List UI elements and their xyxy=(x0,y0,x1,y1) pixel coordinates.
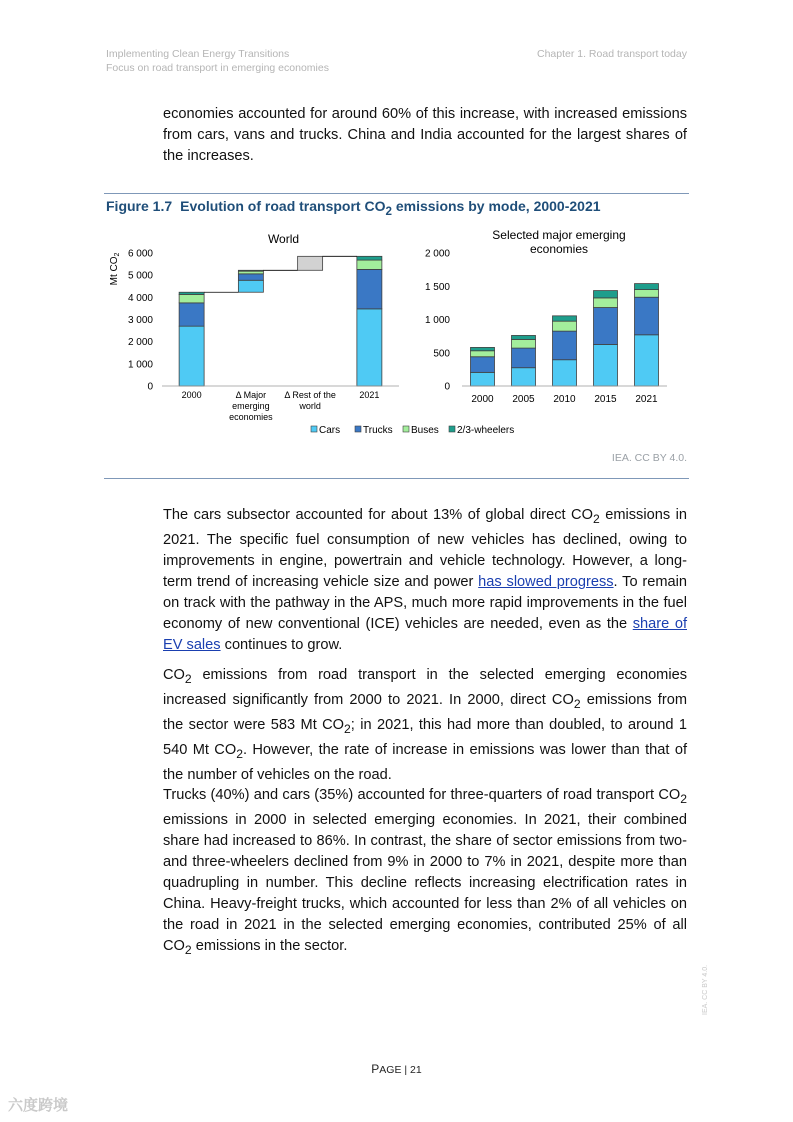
emerging-y-tick-label: 2 000 xyxy=(424,248,450,260)
emerging-2005-trucks-segment xyxy=(512,348,536,368)
p2-sub1: 2 xyxy=(184,671,192,686)
world-2021-bar-2-3-wheelers-segment xyxy=(357,256,382,260)
emerging-2000-buses-segment xyxy=(471,351,495,357)
world-y-tick-label: 4 000 xyxy=(127,292,153,304)
p1-text-a: The cars subsector accounted for about 13% of global direct CO xyxy=(163,507,593,523)
emissions-chart xyxy=(104,222,694,444)
page-footer xyxy=(0,1062,793,1076)
world-2021-bar-buses-segment xyxy=(357,260,382,269)
p2-text-a: CO xyxy=(163,667,185,683)
p3-text-b: emissions in 2000 in selected emerging economies. In 2021, their combined share had increased to 86%. In contrast, the share of sector emissions from two- and three-wheelers declined from 9% in 2000 to 7% in 2021, despite more than quadrupling in number. This decline reflects increasing electrification rates in China. Heavy-freight trucks, which accounted for less than 2% of all vehicles on the road in 2021 in the selected emerging economies, contributed 25% of all CO xyxy=(163,811,687,954)
emerging-2010-buses-segment xyxy=(553,321,577,331)
world-y-tick-label: 1 000 xyxy=(127,359,153,371)
legend-swatch-2-3-wheelers xyxy=(449,426,455,432)
legend-swatch-buses xyxy=(403,426,409,432)
emerging-2000-cars-segment xyxy=(471,372,495,386)
emerging-2005-buses-segment xyxy=(512,339,536,348)
emerging-2010-trucks-segment xyxy=(553,331,577,360)
emerging-2021-2-3-wheelers-segment xyxy=(635,284,659,290)
emerging-y-tick-label: 1 500 xyxy=(424,281,450,293)
world-y-axis-label xyxy=(109,253,121,286)
p1-sub: 2 xyxy=(592,511,600,526)
world-2000-bar-cars-segment xyxy=(179,326,204,386)
p3-sub2: 2 xyxy=(184,942,192,957)
world-y-tick-label: 0 xyxy=(147,381,153,393)
legend-label-buses: Buses xyxy=(411,425,439,436)
paragraph-trucks-cars xyxy=(163,785,687,961)
p2-text-d: ; in 2021, this had more than doubled, to around 1 540 Mt CO xyxy=(163,716,687,758)
emerging-2005-2-3-wheelers-segment xyxy=(512,335,536,339)
emerging-2010-2-3-wheelers-segment xyxy=(553,316,577,321)
world-y-tick-label: 3 000 xyxy=(127,315,153,326)
emerging-2021-buses-segment xyxy=(635,290,659,298)
figure-bottom-rule xyxy=(104,478,689,479)
emerging-x-category-label: 2010 xyxy=(553,394,576,405)
legend-swatch-trucks xyxy=(355,426,361,432)
figure-top-rule xyxy=(104,193,689,194)
legend-label-2-3-wheelers: 2/3-wheelers xyxy=(457,425,515,436)
p2-text-c: emissions from the sector were 583 Mt CO xyxy=(163,691,687,733)
emerging-x-category-label: 2005 xyxy=(512,394,535,405)
p3-sub1: 2 xyxy=(680,791,687,806)
p2-sub2: 2 xyxy=(573,696,581,711)
p2-sub3: 2 xyxy=(344,721,351,736)
emerging-2015-2-3-wheelers-segment xyxy=(594,291,618,298)
emerging-2015-trucks-segment xyxy=(594,308,618,345)
world-2000-bar-2-3-wheelers-segment xyxy=(179,292,204,294)
p2-text-e: . However, the rate of increase in emissions was lower than that of the number of vehicles on the road. xyxy=(163,741,687,783)
p1-text-c: . To remain on track with the pathway in the APS, much more rapid improvements in the fuel economy of new conventional (ICE) vehicles are needed, even as the xyxy=(163,573,687,632)
running-header-left xyxy=(106,47,329,75)
emerging-2015-buses-segment xyxy=(594,298,618,308)
world-x-category-label: 2021 xyxy=(359,390,380,400)
p3-text-c: emissions in the sector. xyxy=(191,937,348,954)
emerging-x-category-label: 2000 xyxy=(471,394,494,405)
page-separator: | xyxy=(401,1064,411,1076)
p1-text-d: continues to grow. xyxy=(220,636,343,653)
page-label-initial: P xyxy=(371,1062,380,1076)
side-license-text: IEA. CC BY 4.0. xyxy=(702,964,709,1015)
world-delta-rest-bar-unallocated-segment xyxy=(298,256,323,270)
legend-label-cars: Cars xyxy=(319,425,341,436)
p2-sub4: 2 xyxy=(236,746,243,761)
y-axis-label-text: Mt CO xyxy=(109,256,120,286)
running-header-right: Chapter 1. Road transport today xyxy=(536,48,687,60)
emerging-x-category-label: 2021 xyxy=(635,394,658,405)
p3-text-a: Trucks (40%) and cars (35%) accounted for three-quarters of road transport CO xyxy=(163,787,681,803)
header-subtitle: Focus on road transport in emerging economies xyxy=(106,62,329,74)
world-x-category-label: emerging xyxy=(232,401,270,411)
emerging-2000-trucks-segment xyxy=(471,357,495,373)
emerging-y-tick-label: 1 000 xyxy=(424,315,450,326)
world-delta-emerging-bar-cars-segment xyxy=(238,280,263,292)
figure-credit: IEA. CC BY 4.0. xyxy=(611,452,687,464)
world-x-category-label: 2000 xyxy=(181,390,202,400)
figure-title xyxy=(106,198,601,218)
figure-title-text-end: emissions by mode, 2000-2021 xyxy=(391,198,601,214)
world-2021-bar-trucks-segment xyxy=(357,269,382,308)
legend-swatch-cars xyxy=(311,426,317,432)
world-x-category-label: Δ Rest of the xyxy=(284,390,336,400)
world-2000-bar-buses-segment xyxy=(179,294,204,302)
world-x-category-label: economies xyxy=(229,412,273,422)
paragraph-cars xyxy=(163,505,687,656)
watermark: 六度跨境 xyxy=(8,1097,69,1114)
world-y-tick-label: 2 000 xyxy=(127,337,153,349)
emerging-2015-cars-segment xyxy=(594,344,618,386)
emerging-y-tick-label: 500 xyxy=(433,348,450,360)
p2-text-b: emissions from road transport in the selected emerging economies increased significantly from 2000 to 2021. In 2000, direct CO xyxy=(163,667,687,708)
world-chart-title: World xyxy=(267,232,300,246)
emerging-x-category-label: 2015 xyxy=(594,394,617,405)
world-x-category-label: Δ Major xyxy=(235,390,267,400)
link-share-of-ev-sales[interactable]: share of EV sales xyxy=(163,615,687,653)
emerging-2021-trucks-segment xyxy=(635,297,659,335)
emerging-chart-title: Selected major emerging xyxy=(492,228,626,242)
emerging-2005-cars-segment xyxy=(512,368,536,386)
world-2021-bar-cars-segment xyxy=(357,309,382,386)
intro-paragraph: economies accounted for around 60% of this increase, with increased emissions from cars, vans and trucks. China and India accounted for the largest shares of the increases. xyxy=(163,106,687,164)
paragraph-emerging-economies xyxy=(163,665,687,786)
figure-number: Figure 1.7 xyxy=(106,198,173,214)
world-y-tick-label: 6 000 xyxy=(127,248,153,260)
figure-title-subscript: 2 xyxy=(385,204,392,218)
world-delta-emerging-bar-2-3-wheelers-segment xyxy=(238,270,263,271)
page-label-rest: AGE xyxy=(379,1064,402,1076)
world-delta-emerging-bar-trucks-segment xyxy=(238,274,263,280)
page-number: 21 xyxy=(410,1064,422,1076)
emerging-chart-title: economies xyxy=(529,242,589,256)
legend-label-trucks: Trucks xyxy=(363,425,393,436)
figure-title-text: Evolution of road transport CO xyxy=(180,198,386,214)
emerging-2010-cars-segment xyxy=(553,360,577,386)
p1-text-b: emissions in 2021. The specific fuel consumption of new vehicles has declined, owing to improvements in engine, powertrain and vehicle technology. However, a long-term trend of increasing vehicle size and power xyxy=(163,507,687,590)
header-title: Implementing Clean Energy Transitions xyxy=(106,48,290,60)
world-2000-bar-trucks-segment xyxy=(179,303,204,326)
emerging-y-tick-label: 0 xyxy=(444,381,450,393)
world-y-tick-label: 5 000 xyxy=(127,270,153,282)
emerging-2021-cars-segment xyxy=(635,335,659,386)
link-has-slowed-progress[interactable]: has slowed progress xyxy=(478,573,614,590)
world-x-category-label: world xyxy=(299,401,321,411)
emerging-2000-2-3-wheelers-segment xyxy=(471,347,495,350)
y-axis-label-subscript: 2 xyxy=(114,252,121,257)
